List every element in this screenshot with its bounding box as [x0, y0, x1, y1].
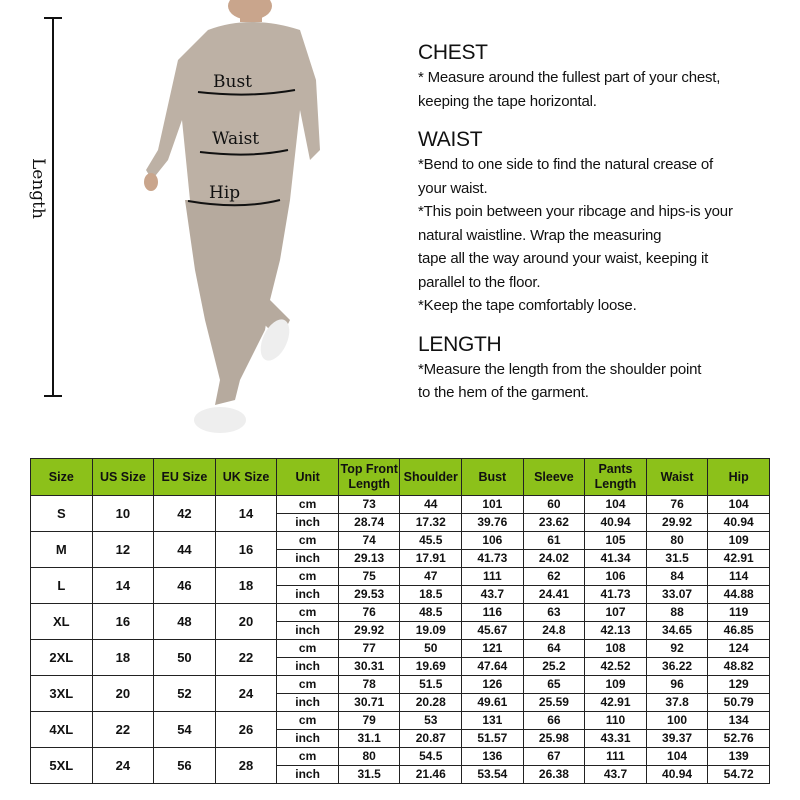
chest-line: * Measure around the fullest part of your chest, [418, 69, 721, 86]
bust-cell: 116 [462, 604, 524, 622]
length-line: *Measure the length from the shoulder point [418, 360, 702, 378]
sleeve-cell: 63 [523, 604, 585, 622]
us-size-cell: 14 [92, 568, 154, 604]
unit-cell: cm [277, 640, 339, 658]
top-front-length-cell: 73 [338, 496, 400, 514]
hip-cell: 129 [708, 676, 770, 694]
sleeve-cell: 25.2 [523, 658, 585, 676]
table-body [31, 496, 770, 784]
waist-label: Waist [212, 129, 260, 149]
table-row [31, 568, 770, 586]
size-cell: XL [31, 604, 93, 640]
header-unit: Unit [277, 459, 339, 496]
unit-cell: inch [277, 766, 339, 784]
shoulder-cell: 21.46 [400, 766, 462, 784]
eu-size-cell: 48 [154, 604, 216, 640]
measurement-figure [0, 0, 400, 450]
sleeve-cell: 62 [523, 568, 585, 586]
size-cell: L [31, 568, 93, 604]
waist-cell: 33.07 [646, 586, 708, 604]
table-header-row [31, 459, 770, 496]
us-size-cell: 18 [92, 640, 154, 676]
sleeve-cell: 24.8 [523, 622, 585, 640]
shoulder-cell: 20.28 [400, 694, 462, 712]
size-cell: M [31, 532, 93, 568]
top-front-length-cell: 31.5 [338, 766, 400, 784]
unit-cell: inch [277, 550, 339, 568]
size-cell: 2XL [31, 640, 93, 676]
eu-size-cell: 42 [154, 496, 216, 532]
shoulder-cell: 51.5 [400, 676, 462, 694]
waist-cell: 39.37 [646, 730, 708, 748]
top-front-length-cell: 77 [338, 640, 400, 658]
waist-line: tape all the way around your waist, keeping it [418, 250, 709, 267]
eu-size-cell: 50 [154, 640, 216, 676]
bust-cell: 47.64 [462, 658, 524, 676]
size-cell: S [31, 496, 93, 532]
top-front-length-cell: 28.74 [338, 514, 400, 532]
us-size-cell: 20 [92, 676, 154, 712]
pants-length-cell: 109 [585, 676, 647, 694]
unit-cell: cm [277, 712, 339, 730]
waist-cell: 96 [646, 676, 708, 694]
bust-cell: 41.73 [462, 550, 524, 568]
measurement-instructions [418, 40, 793, 419]
length-bar-bottom-cap [44, 395, 62, 397]
uk-size-cell: 14 [215, 496, 277, 532]
bust-cell: 43.7 [462, 586, 524, 604]
header-pants-length: Pants Length [585, 459, 647, 496]
shoulder-cell: 17.32 [400, 514, 462, 532]
shoulder-cell: 45.5 [400, 532, 462, 550]
unit-cell: cm [277, 604, 339, 622]
bust-cell: 126 [462, 676, 524, 694]
unit-cell: inch [277, 730, 339, 748]
unit-cell: inch [277, 694, 339, 712]
unit-cell: cm [277, 568, 339, 586]
pants-length-cell: 111 [585, 748, 647, 766]
pants-length-cell: 107 [585, 604, 647, 622]
header-uk-size: UK Size [215, 459, 277, 496]
uk-size-cell: 24 [215, 676, 277, 712]
size-chart-table [30, 458, 770, 784]
unit-cell: cm [277, 748, 339, 766]
length-label: Length [28, 158, 48, 219]
bust-cell: 106 [462, 532, 524, 550]
top-front-length-cell: 75 [338, 568, 400, 586]
waist-line: *Keep the tape comfortably loose. [418, 297, 637, 314]
top-front-length-cell: 30.31 [338, 658, 400, 676]
unit-cell: inch [277, 586, 339, 604]
hip-cell: 46.85 [708, 622, 770, 640]
table-row [31, 532, 770, 550]
pants-length-cell: 40.94 [585, 514, 647, 532]
table-row [31, 712, 770, 730]
sleeve-cell: 23.62 [523, 514, 585, 532]
waist-cell: 36.22 [646, 658, 708, 676]
uk-size-cell: 20 [215, 604, 277, 640]
shoulder-cell: 47 [400, 568, 462, 586]
bust-cell: 45.67 [462, 622, 524, 640]
pants-length-cell: 41.73 [585, 586, 647, 604]
sleeve-cell: 64 [523, 640, 585, 658]
size-cell: 4XL [31, 712, 93, 748]
hip-cell: 42.91 [708, 550, 770, 568]
shoulder-cell: 48.5 [400, 604, 462, 622]
header-waist: Waist [646, 459, 708, 496]
eu-size-cell: 44 [154, 532, 216, 568]
waist-line: natural waistline. Wrap the measuring [418, 226, 662, 244]
waist-cell: 92 [646, 640, 708, 658]
sleeve-cell: 25.59 [523, 694, 585, 712]
waist-section [418, 127, 793, 318]
hip-cell: 124 [708, 640, 770, 658]
length-heading: LENGTH [418, 332, 502, 356]
length-bar [52, 18, 54, 396]
shoulder-cell: 18.5 [400, 586, 462, 604]
pants-length-cell: 43.7 [585, 766, 647, 784]
hip-cell: 48.82 [708, 658, 770, 676]
waist-line: *Bend to one side to find the natural crease of [418, 156, 713, 173]
length-section [418, 332, 793, 405]
pants-length-cell: 105 [585, 532, 647, 550]
uk-size-cell: 26 [215, 712, 277, 748]
shoulder-cell: 53 [400, 712, 462, 730]
us-size-cell: 12 [92, 532, 154, 568]
top-front-length-cell: 30.71 [338, 694, 400, 712]
shoulder-cell: 44 [400, 496, 462, 514]
header-shoulder: Shoulder [400, 459, 462, 496]
length-line: to the hem of the garment. [418, 384, 589, 401]
bust-cell: 131 [462, 712, 524, 730]
table-row [31, 604, 770, 622]
pants-length-cell: 104 [585, 496, 647, 514]
unit-cell: cm [277, 676, 339, 694]
sleeve-cell: 60 [523, 496, 585, 514]
pants-length-cell: 41.34 [585, 550, 647, 568]
sleeve-cell: 67 [523, 748, 585, 766]
waist-line: *This poin between your ribcage and hips-is your [418, 203, 733, 220]
header-top-front-length: Top Front Length [338, 459, 400, 496]
hip-cell: 54.72 [708, 766, 770, 784]
bust-cell: 39.76 [462, 514, 524, 532]
bust-cell: 111 [462, 568, 524, 586]
bust-cell: 53.54 [462, 766, 524, 784]
hip-cell: 109 [708, 532, 770, 550]
waist-cell: 40.94 [646, 766, 708, 784]
hip-cell: 139 [708, 748, 770, 766]
table-row [31, 640, 770, 658]
unit-cell: inch [277, 658, 339, 676]
unit-cell: inch [277, 622, 339, 640]
uk-size-cell: 16 [215, 532, 277, 568]
sleeve-cell: 25.98 [523, 730, 585, 748]
unit-cell: cm [277, 496, 339, 514]
pants-length-cell: 42.13 [585, 622, 647, 640]
bust-cell: 49.61 [462, 694, 524, 712]
waist-cell: 34.65 [646, 622, 708, 640]
sleeve-cell: 61 [523, 532, 585, 550]
top-front-length-cell: 78 [338, 676, 400, 694]
top-front-length-cell: 29.92 [338, 622, 400, 640]
uk-size-cell: 28 [215, 748, 277, 784]
us-size-cell: 10 [92, 496, 154, 532]
sleeve-cell: 24.02 [523, 550, 585, 568]
header-sleeve: Sleeve [523, 459, 585, 496]
hip-cell: 44.88 [708, 586, 770, 604]
hip-cell: 40.94 [708, 514, 770, 532]
waist-cell: 29.92 [646, 514, 708, 532]
bust-cell: 101 [462, 496, 524, 514]
waist-cell: 31.5 [646, 550, 708, 568]
bust-cell: 136 [462, 748, 524, 766]
model-photo [140, 0, 330, 450]
hip-cell: 134 [708, 712, 770, 730]
header-bust: Bust [462, 459, 524, 496]
header-size: Size [31, 459, 93, 496]
sleeve-cell: 65 [523, 676, 585, 694]
shoulder-cell: 19.09 [400, 622, 462, 640]
table-row [31, 748, 770, 766]
size-cell: 3XL [31, 676, 93, 712]
sleeve-cell: 26.38 [523, 766, 585, 784]
shoulder-cell: 54.5 [400, 748, 462, 766]
header-hip: Hip [708, 459, 770, 496]
table-row [31, 676, 770, 694]
top-front-length-cell: 80 [338, 748, 400, 766]
waist-cell: 100 [646, 712, 708, 730]
top-front-length-cell: 31.1 [338, 730, 400, 748]
table-row [31, 496, 770, 514]
hip-cell: 50.79 [708, 694, 770, 712]
waist-cell: 37.8 [646, 694, 708, 712]
us-size-cell: 22 [92, 712, 154, 748]
shoulder-cell: 19.69 [400, 658, 462, 676]
pants-length-cell: 108 [585, 640, 647, 658]
unit-cell: cm [277, 532, 339, 550]
top-front-length-cell: 74 [338, 532, 400, 550]
hip-cell: 119 [708, 604, 770, 622]
top-front-length-cell: 29.13 [338, 550, 400, 568]
unit-cell: inch [277, 514, 339, 532]
uk-size-cell: 18 [215, 568, 277, 604]
hip-label: Hip [209, 183, 241, 203]
waist-cell: 104 [646, 748, 708, 766]
header-us-size: US Size [92, 459, 154, 496]
us-size-cell: 16 [92, 604, 154, 640]
top-front-length-cell: 79 [338, 712, 400, 730]
header-eu-size: EU Size [154, 459, 216, 496]
hip-cell: 52.76 [708, 730, 770, 748]
pants-length-cell: 43.31 [585, 730, 647, 748]
size-cell: 5XL [31, 748, 93, 784]
eu-size-cell: 46 [154, 568, 216, 604]
bust-label: Bust [213, 72, 252, 92]
eu-size-cell: 54 [154, 712, 216, 748]
eu-size-cell: 52 [154, 676, 216, 712]
pants-length-cell: 106 [585, 568, 647, 586]
pants-length-cell: 42.91 [585, 694, 647, 712]
waist-cell: 76 [646, 496, 708, 514]
shoulder-cell: 50 [400, 640, 462, 658]
pants-length-cell: 42.52 [585, 658, 647, 676]
us-size-cell: 24 [92, 748, 154, 784]
uk-size-cell: 22 [215, 640, 277, 676]
top-front-length-cell: 76 [338, 604, 400, 622]
sleeve-cell: 24.41 [523, 586, 585, 604]
shoulder-cell: 20.87 [400, 730, 462, 748]
hip-cell: 114 [708, 568, 770, 586]
bust-cell: 51.57 [462, 730, 524, 748]
chest-section [418, 40, 793, 113]
chest-line: keeping the tape horizontal. [418, 92, 597, 110]
pants-length-cell: 110 [585, 712, 647, 730]
shoulder-cell: 17.91 [400, 550, 462, 568]
waist-heading: WAIST [418, 128, 483, 151]
bust-cell: 121 [462, 640, 524, 658]
waist-line: parallel to the floor. [418, 273, 541, 291]
waist-cell: 84 [646, 568, 708, 586]
waist-line: your waist. [418, 179, 488, 197]
top-front-length-cell: 29.53 [338, 586, 400, 604]
hip-cell: 104 [708, 496, 770, 514]
eu-size-cell: 56 [154, 748, 216, 784]
sleeve-cell: 66 [523, 712, 585, 730]
waist-cell: 88 [646, 604, 708, 622]
waist-cell: 80 [646, 532, 708, 550]
chest-heading: CHEST [418, 41, 488, 64]
